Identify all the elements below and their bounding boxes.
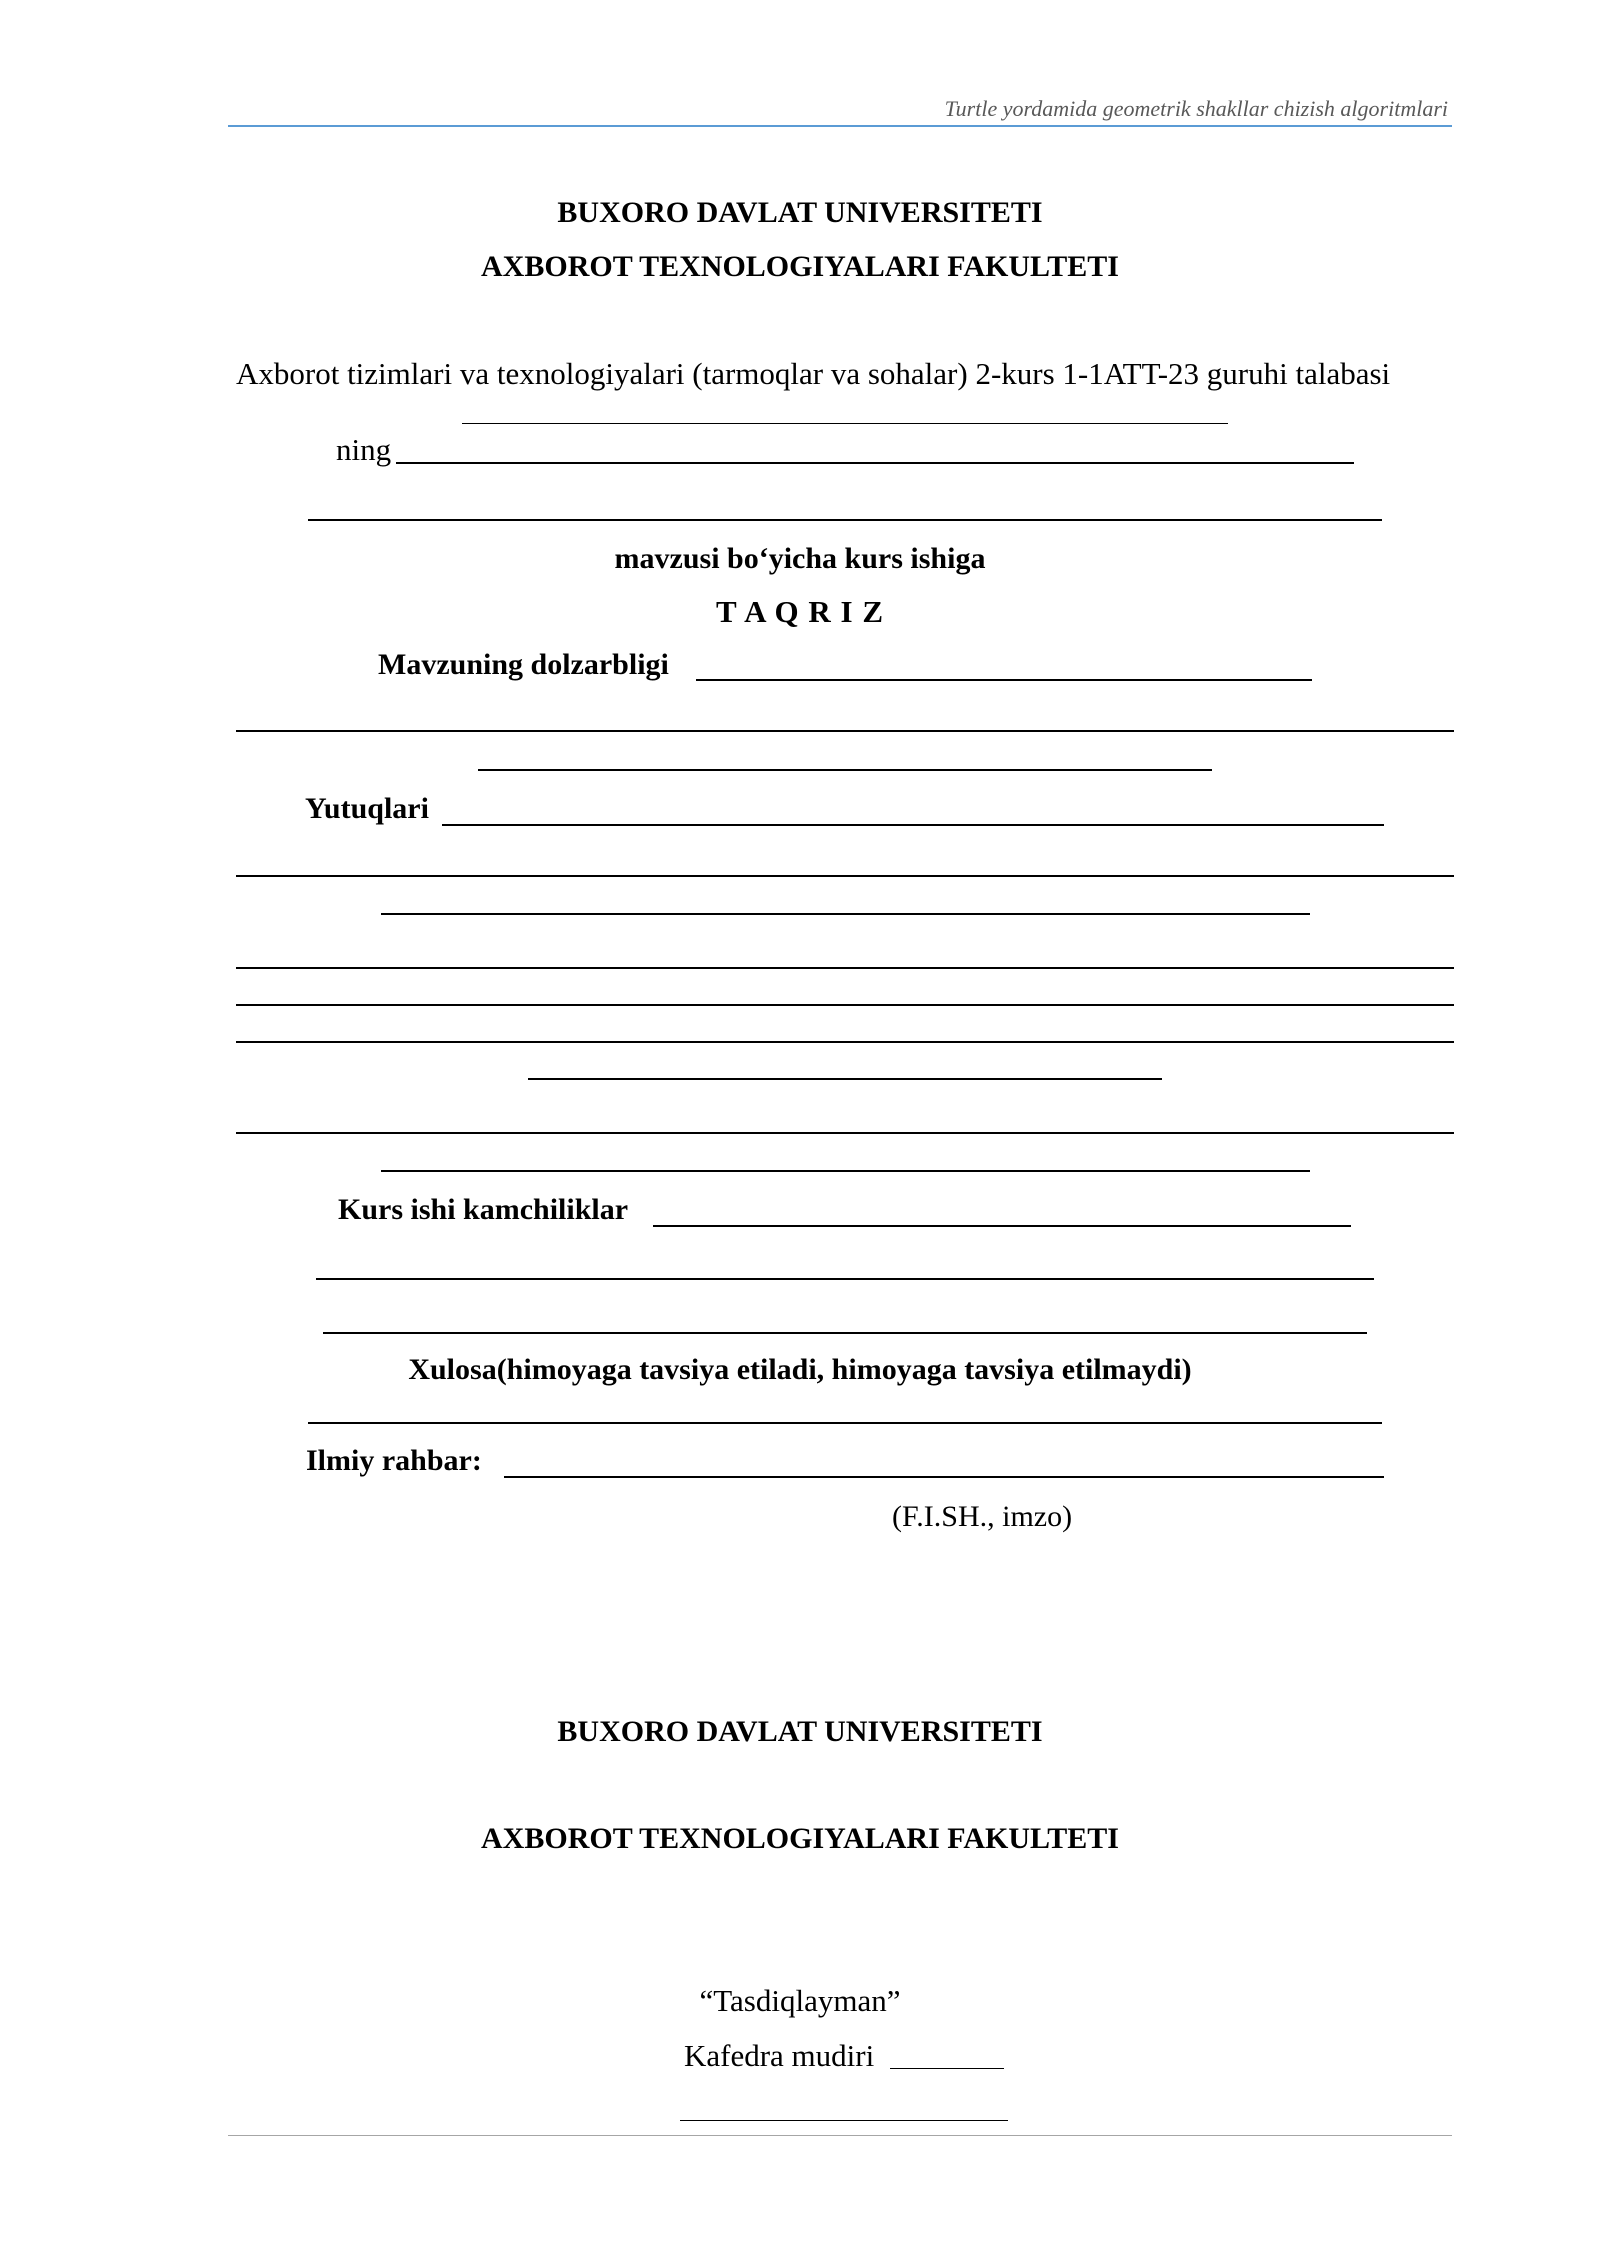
achievements-blank-2 bbox=[236, 875, 1454, 877]
relevance-label: Mavzuning dolzarbligi bbox=[378, 648, 669, 681]
header-divider bbox=[228, 125, 1452, 127]
conclusion-blank bbox=[308, 1422, 1382, 1424]
shortcomings-blank-3 bbox=[323, 1332, 1367, 1334]
supervisor-label: Ilmiy rahbar: bbox=[306, 1444, 482, 1477]
department-head-blank bbox=[890, 2068, 1004, 2069]
achievements-blank-9 bbox=[381, 1170, 1310, 1172]
approval-university-name: BUXORO DAVLAT UNIVERSITETI bbox=[557, 1715, 1043, 1748]
topic-blank-1 bbox=[396, 462, 1354, 464]
achievements-blank-4 bbox=[236, 967, 1454, 969]
ning-label: ning bbox=[336, 432, 392, 467]
faculty-name: AXBOROT TEXNOLOGIYALARI FAKULTETI bbox=[481, 250, 1119, 283]
running-header-title: Turtle yordamida geometrik shakllar chizish algoritmlari bbox=[944, 96, 1448, 121]
achievements-blank-7 bbox=[528, 1078, 1162, 1080]
department-head-label: Kafedra mudiri bbox=[684, 2038, 875, 2073]
conclusion-label: Xulosa(himoyaga tavsiya etiladi, himoyaga tavsiya etilmaydi) bbox=[408, 1353, 1192, 1386]
student-name-blank bbox=[462, 423, 1228, 424]
signature-hint: (F.I.SH., imzo) bbox=[892, 1500, 1073, 1533]
relevance-blank-3 bbox=[478, 769, 1212, 771]
approval-caption: “Tasdiqlayman” bbox=[699, 1983, 901, 2018]
shortcomings-blank-1 bbox=[653, 1225, 1351, 1227]
supervisor-signature-blank bbox=[504, 1476, 1384, 1478]
achievements-blank-8 bbox=[236, 1132, 1454, 1134]
achievements-blank-3 bbox=[381, 913, 1310, 915]
topic-caption: mavzusi bo‘yicha kurs ishiga bbox=[614, 542, 986, 575]
achievements-blank-5 bbox=[236, 1004, 1454, 1006]
relevance-blank-1 bbox=[696, 679, 1312, 681]
student-info-line: Axborot tizimlari va texnologiyalari (tarmoqlar va sohalar) 2-kurs 1-1ATT-23 guruhi talabasi bbox=[236, 356, 1391, 391]
achievements-blank-6 bbox=[236, 1041, 1454, 1043]
approval-faculty-name: AXBOROT TEXNOLOGIYALARI FAKULTETI bbox=[481, 1822, 1119, 1855]
topic-blank-2 bbox=[308, 519, 1382, 521]
department-head-signature-blank bbox=[680, 2120, 1008, 2121]
footer-divider bbox=[228, 2135, 1452, 2136]
achievements-blank-1 bbox=[442, 824, 1384, 826]
shortcomings-label: Kurs ishi kamchiliklar bbox=[338, 1193, 629, 1226]
university-name: BUXORO DAVLAT UNIVERSITETI bbox=[557, 196, 1043, 229]
achievements-label: Yutuqlari bbox=[305, 792, 429, 825]
shortcomings-blank-2 bbox=[316, 1278, 1374, 1280]
relevance-blank-2 bbox=[236, 730, 1454, 732]
document-title: T A Q R I Z bbox=[715, 594, 885, 629]
